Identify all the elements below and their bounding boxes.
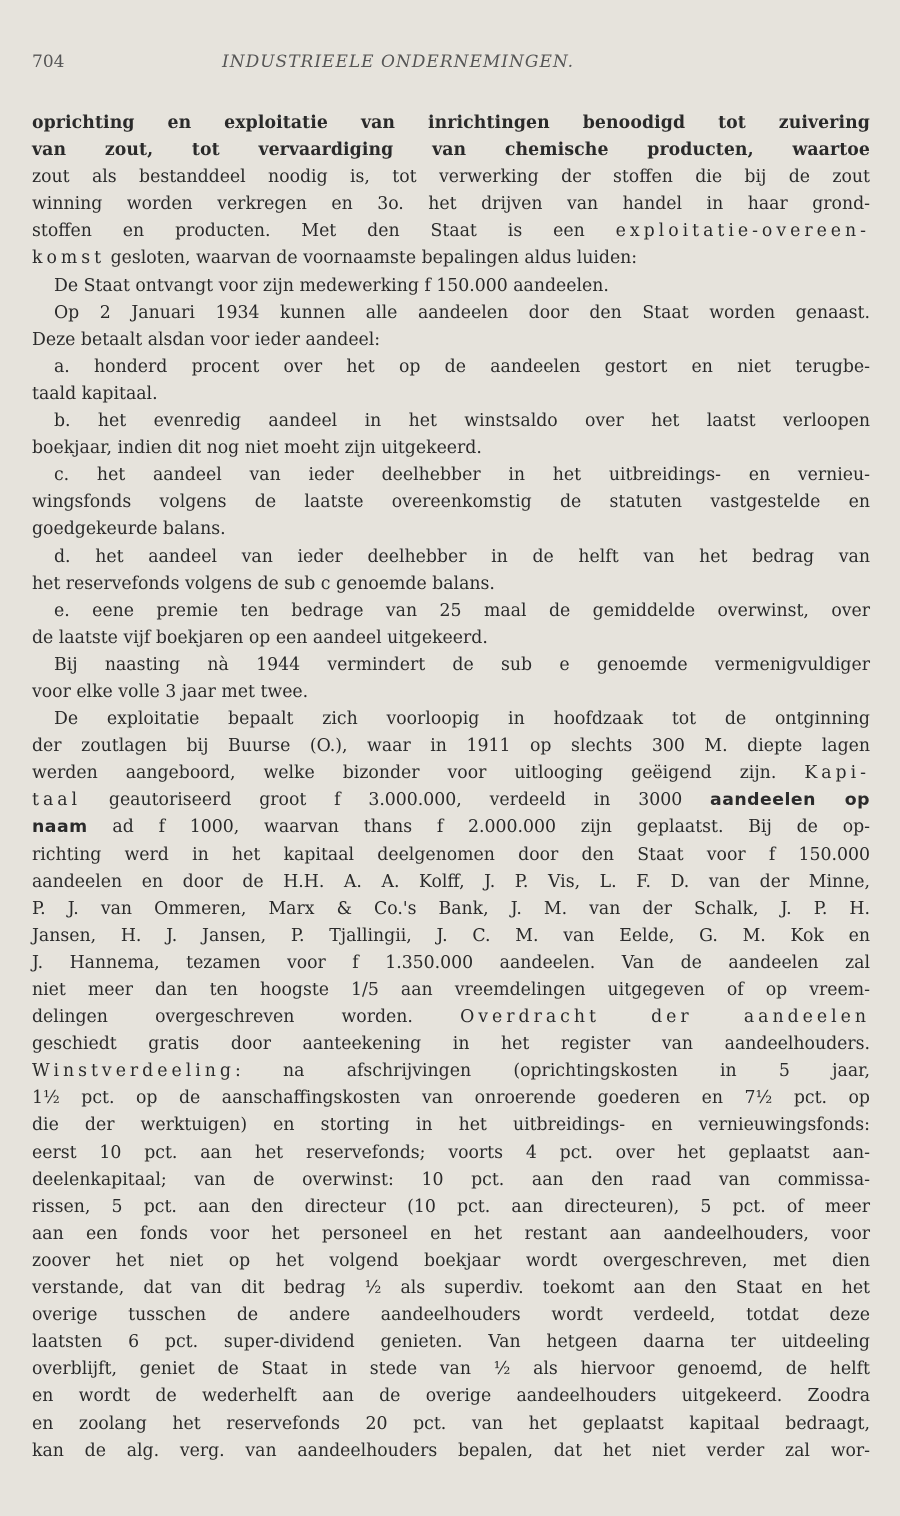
page-number: 704 xyxy=(32,52,65,72)
text-line: overige tusschen de andere aandeelhouders wordt verdeeld, totdat deze xyxy=(32,1305,870,1326)
text-line xyxy=(32,218,870,245)
text-line: kan de alg. verg. van aandeelhouders bepalen, dat het niet verder zal wor- xyxy=(32,1440,870,1461)
text-line xyxy=(32,1004,870,1031)
page-header xyxy=(32,52,870,82)
text-line: en wordt de wederhelft aan de overige aandeelhouders uitgekeerd. Zoodra xyxy=(32,1386,870,1407)
text-line: goedgekeurde balans. xyxy=(32,519,226,540)
text-line: De Staat ontvangt voor zijn medewerking f 150.000 aandeelen. xyxy=(54,275,609,296)
text-segment: exploitatie-overeen- xyxy=(615,221,870,242)
text-line: geschiedt gratis door aanteekening in het register van aandeelhouders. xyxy=(32,1034,870,1055)
text-line: niet meer dan ten hoogste 1/5 aan vreemdelingen uitgegeven of op vreem- xyxy=(32,980,870,1000)
text-line: rissen, 5 pct. aan den directeur (10 pct. aan directeuren), 5 pct. of meer xyxy=(32,1196,870,1217)
text-segment: naam xyxy=(32,817,88,838)
text-segment: Overdracht der aandeelen xyxy=(460,1007,870,1028)
text-line: het reservefonds volgens de sub c genoemde balans. xyxy=(32,573,495,594)
text-segment: : na afschrijvingen (oprichtingskosten in 5 jaar, xyxy=(234,1061,870,1082)
text-segment: werden aangeboord, welke bizonder voor uitlooging geëigend zijn. xyxy=(32,763,805,784)
body-text xyxy=(32,110,870,1465)
text-line: 1½ pct. op de aanschaffingskosten van onroerende goederen en 7½ pct. op xyxy=(32,1088,870,1109)
text-segment: delingen overgeschreven worden. xyxy=(32,1007,461,1028)
text-line: wingsfonds volgens de laatste overeenkomstig de statuten vastgestelde en xyxy=(32,492,870,513)
text-line: eerst 10 pct. aan het reservefonds; voorts 4 pct. over het geplaatst aan- xyxy=(32,1142,870,1163)
text-line: zout als bestanddeel noodig is, tot verwerking der stoffen die bij de zout xyxy=(32,167,870,188)
text-line: aan een fonds voor het personeel en het restant aan aandeelhouders, voor xyxy=(32,1223,870,1244)
text-line: en zoolang het reservefonds 20 pct. van het geplaatst kapitaal bedraagt, xyxy=(32,1413,870,1434)
text-line: van zout, tot vervaardiging van chemische producten, waartoe xyxy=(32,140,870,161)
text-segment: taal xyxy=(32,790,82,811)
text-line: der zoutlagen bij Buurse (O.), waar in 1911 op slechts 300 M. diepte lagen xyxy=(32,736,870,757)
text-line: richting werd in het kapitaal deelgenomen door den Staat voor f 150.000 xyxy=(32,844,870,865)
text-line xyxy=(32,1058,870,1085)
text-segment: geautoriseerd groot f 3.000.000, verdeeld in 3000 xyxy=(81,790,711,811)
text-line: Op 2 Januari 1934 kunnen alle aandeelen door den Staat worden genaast. xyxy=(54,302,870,323)
text-line: a. honderd procent over het op de aandeelen gestort en niet terugbe- xyxy=(54,356,870,377)
text-line: die der werktuigen) en storting in het uitbreidings- en vernieuwingsfonds: xyxy=(32,1115,870,1136)
text-segment: ad f 1000, waarvan thans f 2.000.000 zijn geplaatst. Bij de op- xyxy=(87,817,870,838)
text-segment: Winstverdeeling xyxy=(32,1061,235,1082)
text-line: boekjaar, indien dit nog niet moeht zijn uitgekeerd. xyxy=(32,438,482,459)
text-line: Jansen, H. J. Jansen, P. Tjallingii, J. C. M. van Eelde, G. M. Kok en xyxy=(32,925,870,946)
text-line: oprichting en exploitatie van inrichtingen benoodigd tot zuivering xyxy=(32,113,870,133)
text-line: aandeelen en door de H.H. A. A. Kolff, J. P. Vis, L. F. D. van der Minne, xyxy=(32,871,870,892)
text-segment: komst xyxy=(32,248,106,269)
text-segment: gesloten, waarvan de voornaamste bepalingen aldus luiden: xyxy=(105,248,638,269)
text-line: voor elke volle 3 jaar met twee. xyxy=(32,681,309,702)
text-line: verstande, dat van dit bedrag ½ als superdiv. toekomt aan den Staat en het xyxy=(32,1278,870,1299)
text-line xyxy=(32,787,870,814)
text-line xyxy=(32,760,870,787)
text-line: zoover het niet op het volgend boekjaar wordt overgeschreven, met dien xyxy=(32,1250,870,1271)
running-title: INDUSTRIEELE ONDERNEMINGEN. xyxy=(222,52,575,72)
text-line: deelenkapitaal; van de overwinst: 10 pct. aan den raad van commissa- xyxy=(32,1169,870,1190)
text-segment: stoffen en producten. Met den Staat is een xyxy=(32,221,616,242)
text-line xyxy=(32,814,870,841)
text-segment: Kapi- xyxy=(804,763,870,784)
text-line: de laatste vijf boekjaren op een aandeel uitgekeerd. xyxy=(32,627,488,648)
text-line: e. eene premie ten bedrage van 25 maal de gemiddelde overwinst, over xyxy=(54,600,870,621)
text-line: d. het aandeel van ieder deelhebber in de helft van het bedrag van xyxy=(54,546,870,567)
text-line: overblijft, geniet de Staat in stede van ½ als hiervoor genoemd, de helft xyxy=(32,1359,870,1380)
text-segment: aandeelen op xyxy=(710,790,870,811)
text-line: laatsten 6 pct. super-dividend genieten. Van hetgeen daarna ter uitdeeling xyxy=(32,1332,870,1353)
text-line: taald kapitaal. xyxy=(32,383,158,404)
text-line: c. het aandeel van ieder deelhebber in het uitbreidings- en vernieu- xyxy=(54,465,870,486)
text-line: b. het evenredig aandeel in het winstsaldo over het laatst verloopen xyxy=(54,411,870,432)
text-line xyxy=(32,245,870,272)
text-line: P. J. van Ommeren, Marx & Co.'s Bank, J. M. van der Schalk, J. P. H. xyxy=(32,898,870,919)
text-line: winning worden verkregen en 3o. het drijven van handel in haar grond- xyxy=(32,194,870,215)
text-line: De exploitatie bepaalt zich voorloopig in hoofdzaak tot de ontginning xyxy=(54,709,870,730)
text-line: J. Hannema, tezamen voor f 1.350.000 aandeelen. Van de aandeelen zal xyxy=(32,952,870,973)
text-line: Bij naasting nà 1944 vermindert de sub e genoemde vermenigvuldiger xyxy=(54,654,870,675)
text-line: Deze betaalt alsdan voor ieder aandeel: xyxy=(32,329,381,350)
